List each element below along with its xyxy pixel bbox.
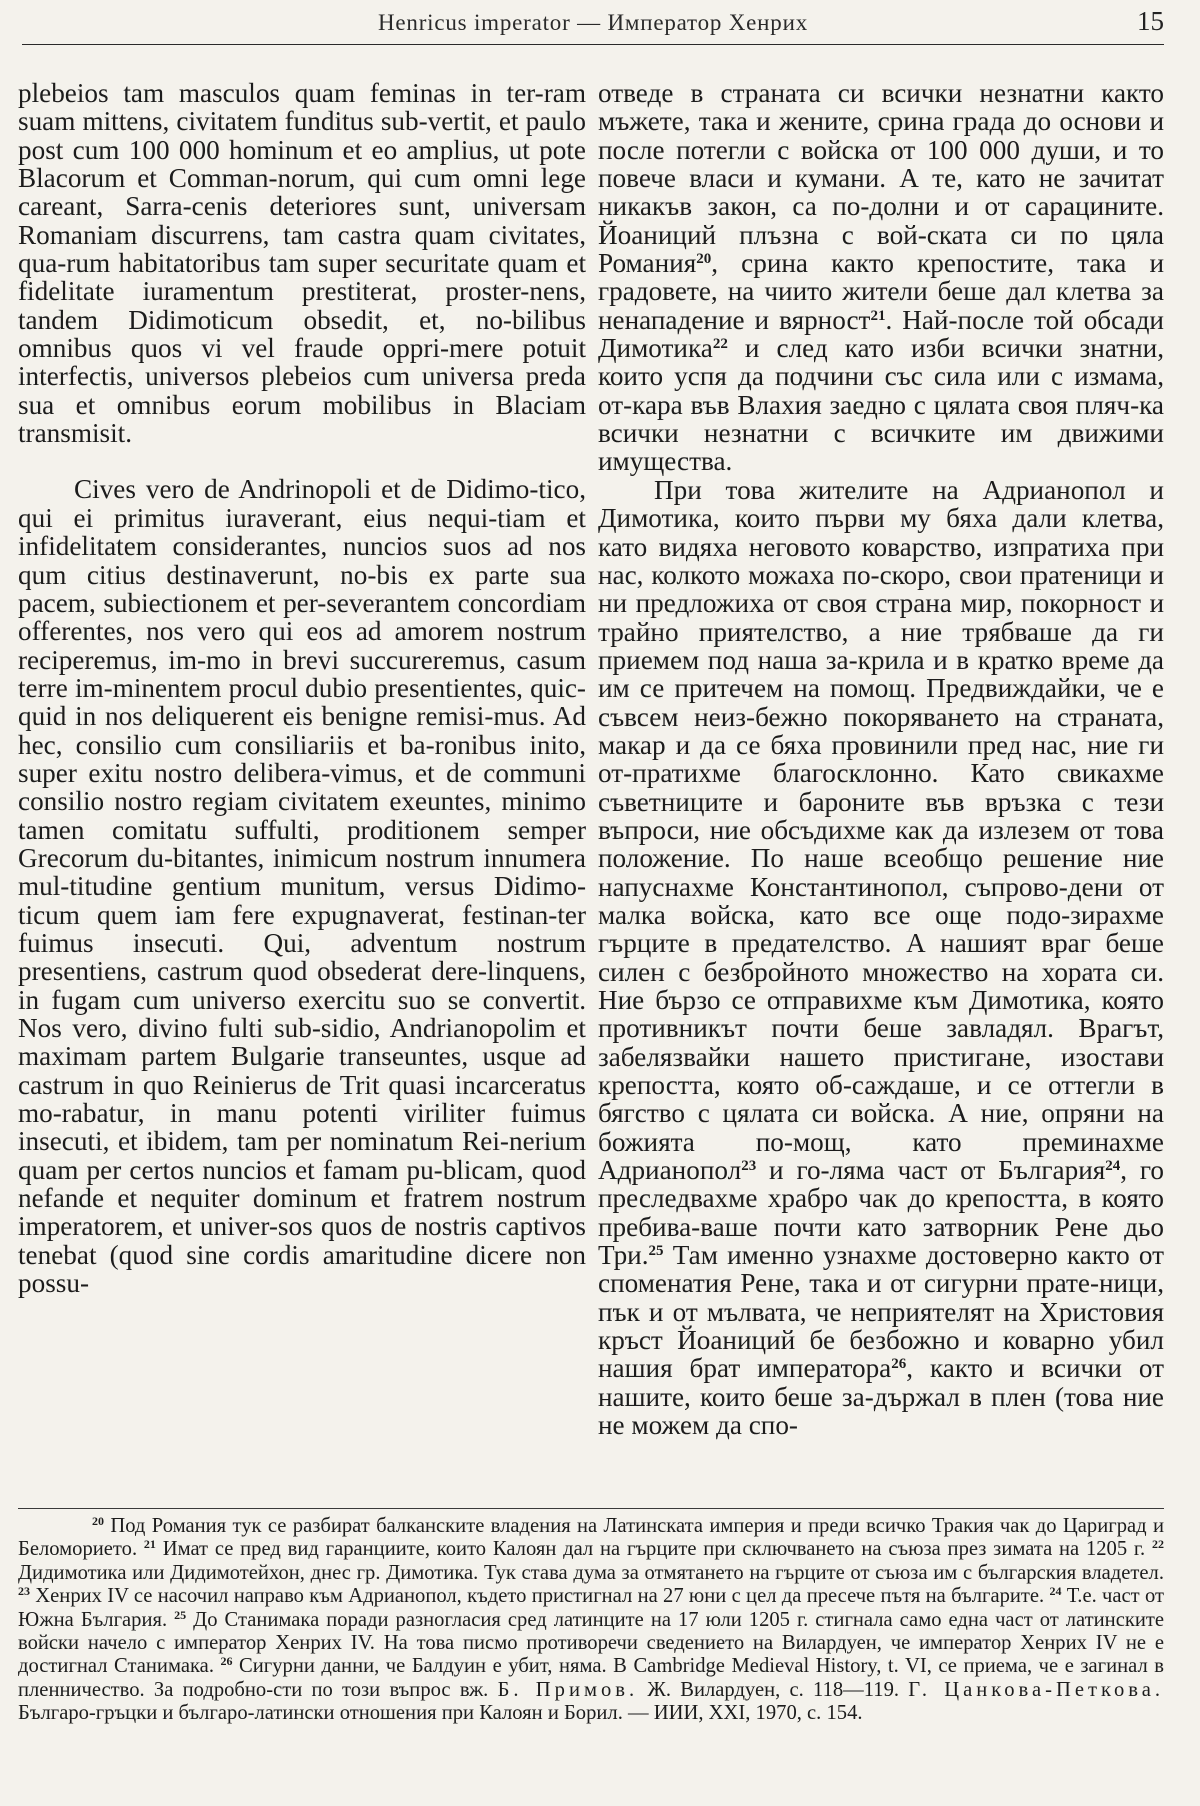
latin-paragraph-2: Cives vero de Andrinopoli et de Didimo-tico, qui ei primitus iuraverant, eius nequi-tiam et infidelitatem considerantes, nuncios suos ad nos qum citius destinaverunt, no-bis ex parte sua pacem, subiectionem et per-severantem concordiam offerentes, nos vero qui eos ad amorem nostrum reciperemus, im-mo in brevi succureremus, casum terre im-minentem procul dubio presentientes, quic-quid in nos deliquerent eis benigne remisi-mus. Ad hec, consilio cum consiliariis et ba-ronibus inito, super exitu nostro delibera-vimus, et de communi consilio nostro regiam civitatem exeuntes, minimo tamen comitatu suffulti, proditionem semper Grecorum du-bitantes, inimicum nostrum innumera mul-titudine gentium munitum, versus Didimo-ticum quem iam fere expugnaverat, festinan-ter fuimus insecuti. Qui, adventum nostrum presentiens, castrum quod obsederat dere-linquens, in fugam cum universo exercitu suo se convertit. Nos vero, divino fulti sub-sidio, Andrianopolim et maximam partem Bulgarie transeuntes, usque ad castrum in quo Reinierus de Trit quasi incarceratus mo-rabatur, in manu potenti viriliter fuimus insecuti, et ibidem, tam per nominatum Rei-nerium quam per certos nuncios et famam pu-blicam, quod nefande et nequiter dominum et fratrem nostrum imperatorem, et univer-sos quos de nostris captivos tenebat (quod sine cordis amaritudine dicere non possu-	[18, 474, 586, 1299]
footnote-ref-20[interactable]: 20	[696, 251, 712, 268]
running-head: Henricus imperator — Император Хенрих	[377, 10, 808, 35]
latin-column	[18, 79, 586, 1440]
cited-author: Б. Примов.	[497, 1678, 639, 1701]
latin-paragraph-1: plebeios tam masculos quam feminas in ter-ram suam mittens, civitatem funditus sub-vertit, et paulo post cum 100 000 hominum et eo amplius, ut pote Blacorum et Comman-norum, qui cum omni lege careant, Sarra-cenis deteriores sunt, universam Romaniam discurrens, tam castra quam civitates, qua-rum habitatoribus tam super securitate quam et fidelitate iuramentum prestiterat, proster-nens, tandem Didimoticum obsedit, et, no-bilibus omnibus quos vi vel fraude oppri-mere potuit interfectis, universos plebeios cum universa preda sua et omnibus eorum mobilibus in Blaciam transmisit.	[18, 78, 586, 449]
bulgarian-paragraph-1	[598, 79, 1164, 476]
footnote-ref-21[interactable]: 21	[870, 307, 886, 324]
footnote-ref-22[interactable]: 22	[712, 336, 728, 353]
text-run: При това жителите на Адрианопол и Димотика, които първи му бяха дали клетва, като видяха неговото коварство, изпратиха при нас, колкото можаха по-скоро, свои пратеници и ни предложиха от своя страна мир, покорност и трайно приятелство, а ние трябваше да ги приемем под наша за-крила и в кратко време да им се притечем на помощ. Предвиждайки, че е съвсем неиз-бежно покоряването на страната, макар и да се бяха провинили пред нас, ние ги от-пратихме благосклонно. Като свикахме съветниците и бароните във връзка с тези въпроси, ние обсъдихме как да излезем от това положение. По наше всеобщо решение ние напуснахме Константинопол, съпрово-дени от малка войска, като все още подо-зирахме гърците в предателство. А нашият враг беше силен с безбройното множество на хората си. Ние бързо се отправихме към Димотика, която противникът почти беше завладял. Врагът, забелязвайки нашето пристигане, изостави крепостта, която об-саждаше, и се оттегли в бягство с цялата си войска. А ние, опряни на божията по-мощ, като преминахме Адрианопол	[598, 474, 1164, 1186]
footnote-number-26: 26	[220, 1654, 233, 1669]
paragraph-gap	[18, 447, 586, 475]
text-run: , го преследвахме храбро чак до крепостта, в която пребива-ваше почти като затворник Рене дьо Три.	[598, 1155, 1164, 1271]
footnote-22: Дидимотика или Дидимотейхон, днес гр. Димотика. Тук става дума за отмятането на гърците от съюза им с българския владетел.	[18, 1561, 1164, 1584]
footnote-ref-26[interactable]: 26	[891, 1356, 907, 1373]
footnote-ref-25[interactable]: 25	[648, 1243, 664, 1260]
footnote-23: Хенрих IV се насочил направо към Адрианопол, където пристигнал на 27 юни с цел да пресече пътя на българите.	[30, 1585, 1050, 1608]
footnote-21: Имат се пред вид гаранциите, които Калоян дал на гърците при сключването на съюза през зимата на 1205 г.	[155, 1538, 1152, 1561]
footnote-ref-23[interactable]: 23	[741, 1158, 757, 1175]
footnote-number-24: 24	[1049, 1584, 1062, 1599]
text-run: отведе в страната си всички незнатни както мъжете, така и жените, срина града до основи и после потегли с войска от 100 000 души, и то повече власи и кумани. А те, като не зачитат никакъв закон, са по-долни и от сарацините. Йоаниций плъзна с вой-ската си по цяла Романия	[598, 78, 1164, 279]
footnote-number-25: 25	[174, 1607, 187, 1622]
page-header	[22, 0, 1164, 45]
footnote-number-23: 23	[18, 1584, 30, 1599]
footnote-ref-24[interactable]: 24	[1105, 1158, 1121, 1175]
text-run: Там именно узнахме достоверно както от споменатия Рене, така и от сигурни прате-ници, пък и от мълвата, че неприятелят на Христовия кръст Йоаниций бе безбожно и коварно убил нашия брат императора	[598, 1240, 1164, 1384]
bulgarian-column	[598, 79, 1164, 1440]
footnote-26-cont: Българо-гръцки и българо-латински отношения при Калоян и Борил. — ИИИ, XXI, 1970, с. 154.	[18, 1702, 863, 1725]
bulgarian-paragraph-2	[598, 476, 1164, 1440]
text-run: . Най-после той обсади Димотика	[598, 304, 1164, 364]
text-run: , както и всички от нашите, които беше за-държал в плен (това ние не можем да спо-	[598, 1353, 1164, 1441]
footnotes-section	[18, 1508, 1164, 1726]
text-columns	[18, 79, 1164, 1440]
cited-author: Г. Цанкова-Петкова.	[908, 1678, 1165, 1701]
footnote-number-21: 21	[143, 1537, 156, 1552]
text-run: и след като изби всички знатни, които успя да подчини със сила или с измама, от-кара във Влахия заедно с цялата своя пляч-ка всички незнатни с всичките им движими имущества.	[598, 333, 1164, 477]
footnote-number-22: 22	[1152, 1537, 1164, 1552]
footnote-number-20: 20	[92, 1514, 104, 1528]
text-run: , срина както крепостите, така и градовете, на чиито жители беше дал клетва за ненападение и вярност	[598, 248, 1164, 335]
footnote-20: Под Романия тук се разбират балканските владения на Латинската империя и преди всичко Тракия чак до Цариград и Беломорието.	[18, 1515, 1164, 1561]
footnote-25: До Станимака поради разногласия сред латинците на 17 юли 1205 г. стигнала само една част от латинските войски начело с император Хенрих IV. На това писмо противоречи сведението на Вилардуен, че император Хенрих IV не е достигнал Станимака.	[18, 1608, 1164, 1678]
footnotes-text	[18, 1515, 1164, 1726]
page-number: 15	[1137, 6, 1164, 36]
footnote-26-cont: Ж. Вилардуен, с. 118—119.	[638, 1678, 909, 1701]
text-run: и го-ляма част от България	[756, 1155, 1106, 1186]
footnote-26: Сигурни данни, че Балдуин е убит, няма. В Cambridge Medieval History, t. VI, се приема, че е загинал в пленничество. За подробно-сти по този въпрос вж.	[18, 1655, 1164, 1701]
footnote-24: Т.е. част от Южна България.	[18, 1585, 1164, 1631]
